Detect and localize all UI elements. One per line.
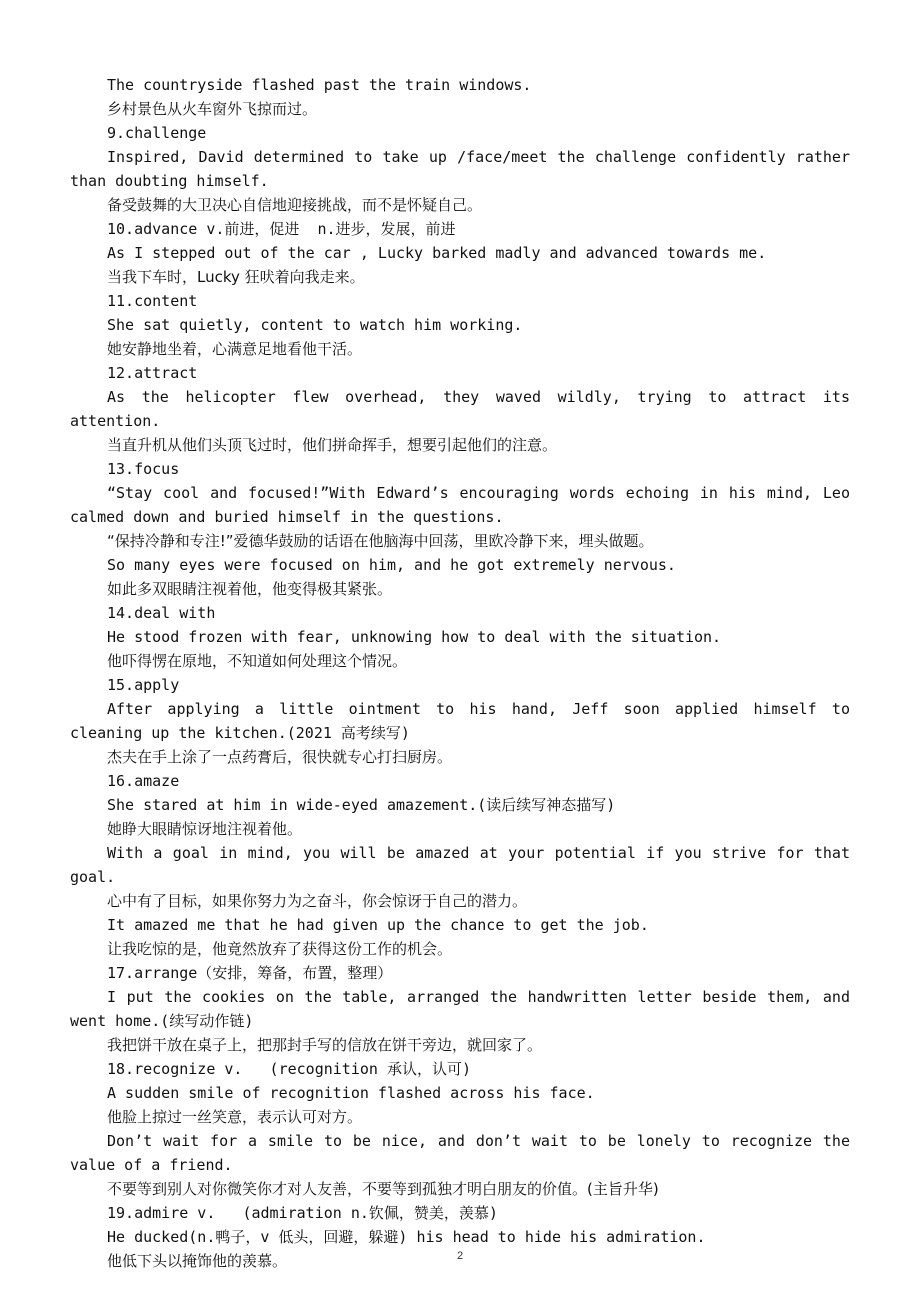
entry-heading: 16.amaze xyxy=(107,772,180,790)
translation: 他低下头以掩饰他的羡慕。 xyxy=(107,1252,288,1270)
example-sentence: A sudden smile of recognition flashed across his face. xyxy=(107,1084,595,1102)
example-sentence: So many eyes were focused on him, and he got extremely nervous. xyxy=(107,556,676,574)
entry-heading: 13.focus xyxy=(107,460,180,478)
translation: 我把饼干放在桌子上，把那封手写的信放在饼干旁边，就回家了。 xyxy=(107,1036,543,1054)
translation: 备受鼓舞的大卫决心自信地迎接挑战，而不是怀疑自己。 xyxy=(107,196,483,214)
example-sentence: As the helicopter flew overhead, they waved wildly, trying to attract its attention. xyxy=(70,388,860,430)
example-sentence: He ducked(n.鸭子，v 低头，回避，躲避) his head to hide his admiration. xyxy=(107,1228,706,1246)
translation: 让我吃惊的是，他竟然放弃了获得这份工作的机会。 xyxy=(107,940,453,958)
example-sentence: The countryside flashed past the train windows. xyxy=(107,76,532,94)
translation: “保持冷静和专注!”爱德华鼓励的话语在他脑海中回荡，里欧冷静下来，埋头做题。 xyxy=(107,532,654,550)
example-sentence: Inspired, David determined to take up /face/meet the challenge confidently rather than doubting himself. xyxy=(70,148,860,190)
entry-heading: 14.deal with xyxy=(107,604,216,622)
translation: 他脸上掠过一丝笑意，表示认可对方。 xyxy=(107,1108,363,1126)
entry-heading: 9.challenge xyxy=(107,124,207,142)
example-sentence: It amazed me that he had given up the chance to get the job. xyxy=(107,916,649,934)
example-sentence: Don’t wait for a smile to be nice, and don’t wait to be lonely to recognize the value of a friend. xyxy=(70,1132,860,1174)
example-sentence: “Stay cool and focused!”With Edward’s encouraging words echoing in his mind, Leo calmed down and buried himself in the questions. xyxy=(70,484,860,526)
translation: 不要等到别人对你微笑你才对人友善，不要等到孤独才明白朋友的价值。(主旨升华) xyxy=(107,1180,659,1198)
page-content xyxy=(70,73,860,1273)
example-sentence: She sat quietly, content to watch him working. xyxy=(107,316,523,334)
entry-heading: 11.content xyxy=(107,292,198,310)
translation: 他吓得愣在原地，不知道如何处理这个情况。 xyxy=(107,652,408,670)
translation: 当直升机从他们头顶飞过时，他们拼命挥手，想要引起他们的注意。 xyxy=(107,436,558,454)
translation: 当我下车时，Lucky 狂吠着向我走来。 xyxy=(107,268,365,286)
translation: 杰夫在手上涂了一点药膏后，很快就专心打扫厨房。 xyxy=(107,748,453,766)
entry-heading: 12.attract xyxy=(107,364,198,382)
translation: 她睁大眼睛惊讶地注视着他。 xyxy=(107,820,303,838)
example-sentence: He stood frozen with fear, unknowing how to deal with the situation. xyxy=(107,628,722,646)
entry-heading: 18.recognize v. (recognition 承认，认可) xyxy=(107,1060,471,1078)
page-number: 2 xyxy=(456,1250,464,1262)
translation: 乡村景色从火车窗外飞掠而过。 xyxy=(107,100,318,118)
example-sentence: As I stepped out of the car , Lucky barked madly and advanced towards me. xyxy=(107,244,767,262)
example-sentence: She stared at him in wide-eyed amazement.(读后续写神态描写) xyxy=(107,796,616,814)
example-sentence: I put the cookies on the table, arranged the handwritten letter beside them, and went home.(续写动作链) xyxy=(70,988,860,1030)
translation: 她安静地坐着，心满意足地看他干活。 xyxy=(107,340,363,358)
entry-heading: 15.apply xyxy=(107,676,180,694)
translation: 如此多双眼睛注视着他，他变得极其紧张。 xyxy=(107,580,393,598)
entry-heading: 10.advance v.前进，促进 n.进步，发展，前进 xyxy=(107,220,456,238)
translation: 心中有了目标，如果你努力为之奋斗，你会惊讶于自己的潜力。 xyxy=(107,892,528,910)
example-sentence: After applying a little ointment to his hand, Jeff soon applied himself to cleaning up the kitchen.(2021 高考续写) xyxy=(70,700,860,742)
example-sentence: With a goal in mind, you will be amazed at your potential if you strive for that goal. xyxy=(70,844,860,886)
entry-heading: 19.admire v. (admiration n.钦佩，赞美，羡慕) xyxy=(107,1204,498,1222)
entry-heading: 17.arrange（安排，筹备，布置，整理） xyxy=(107,964,393,982)
